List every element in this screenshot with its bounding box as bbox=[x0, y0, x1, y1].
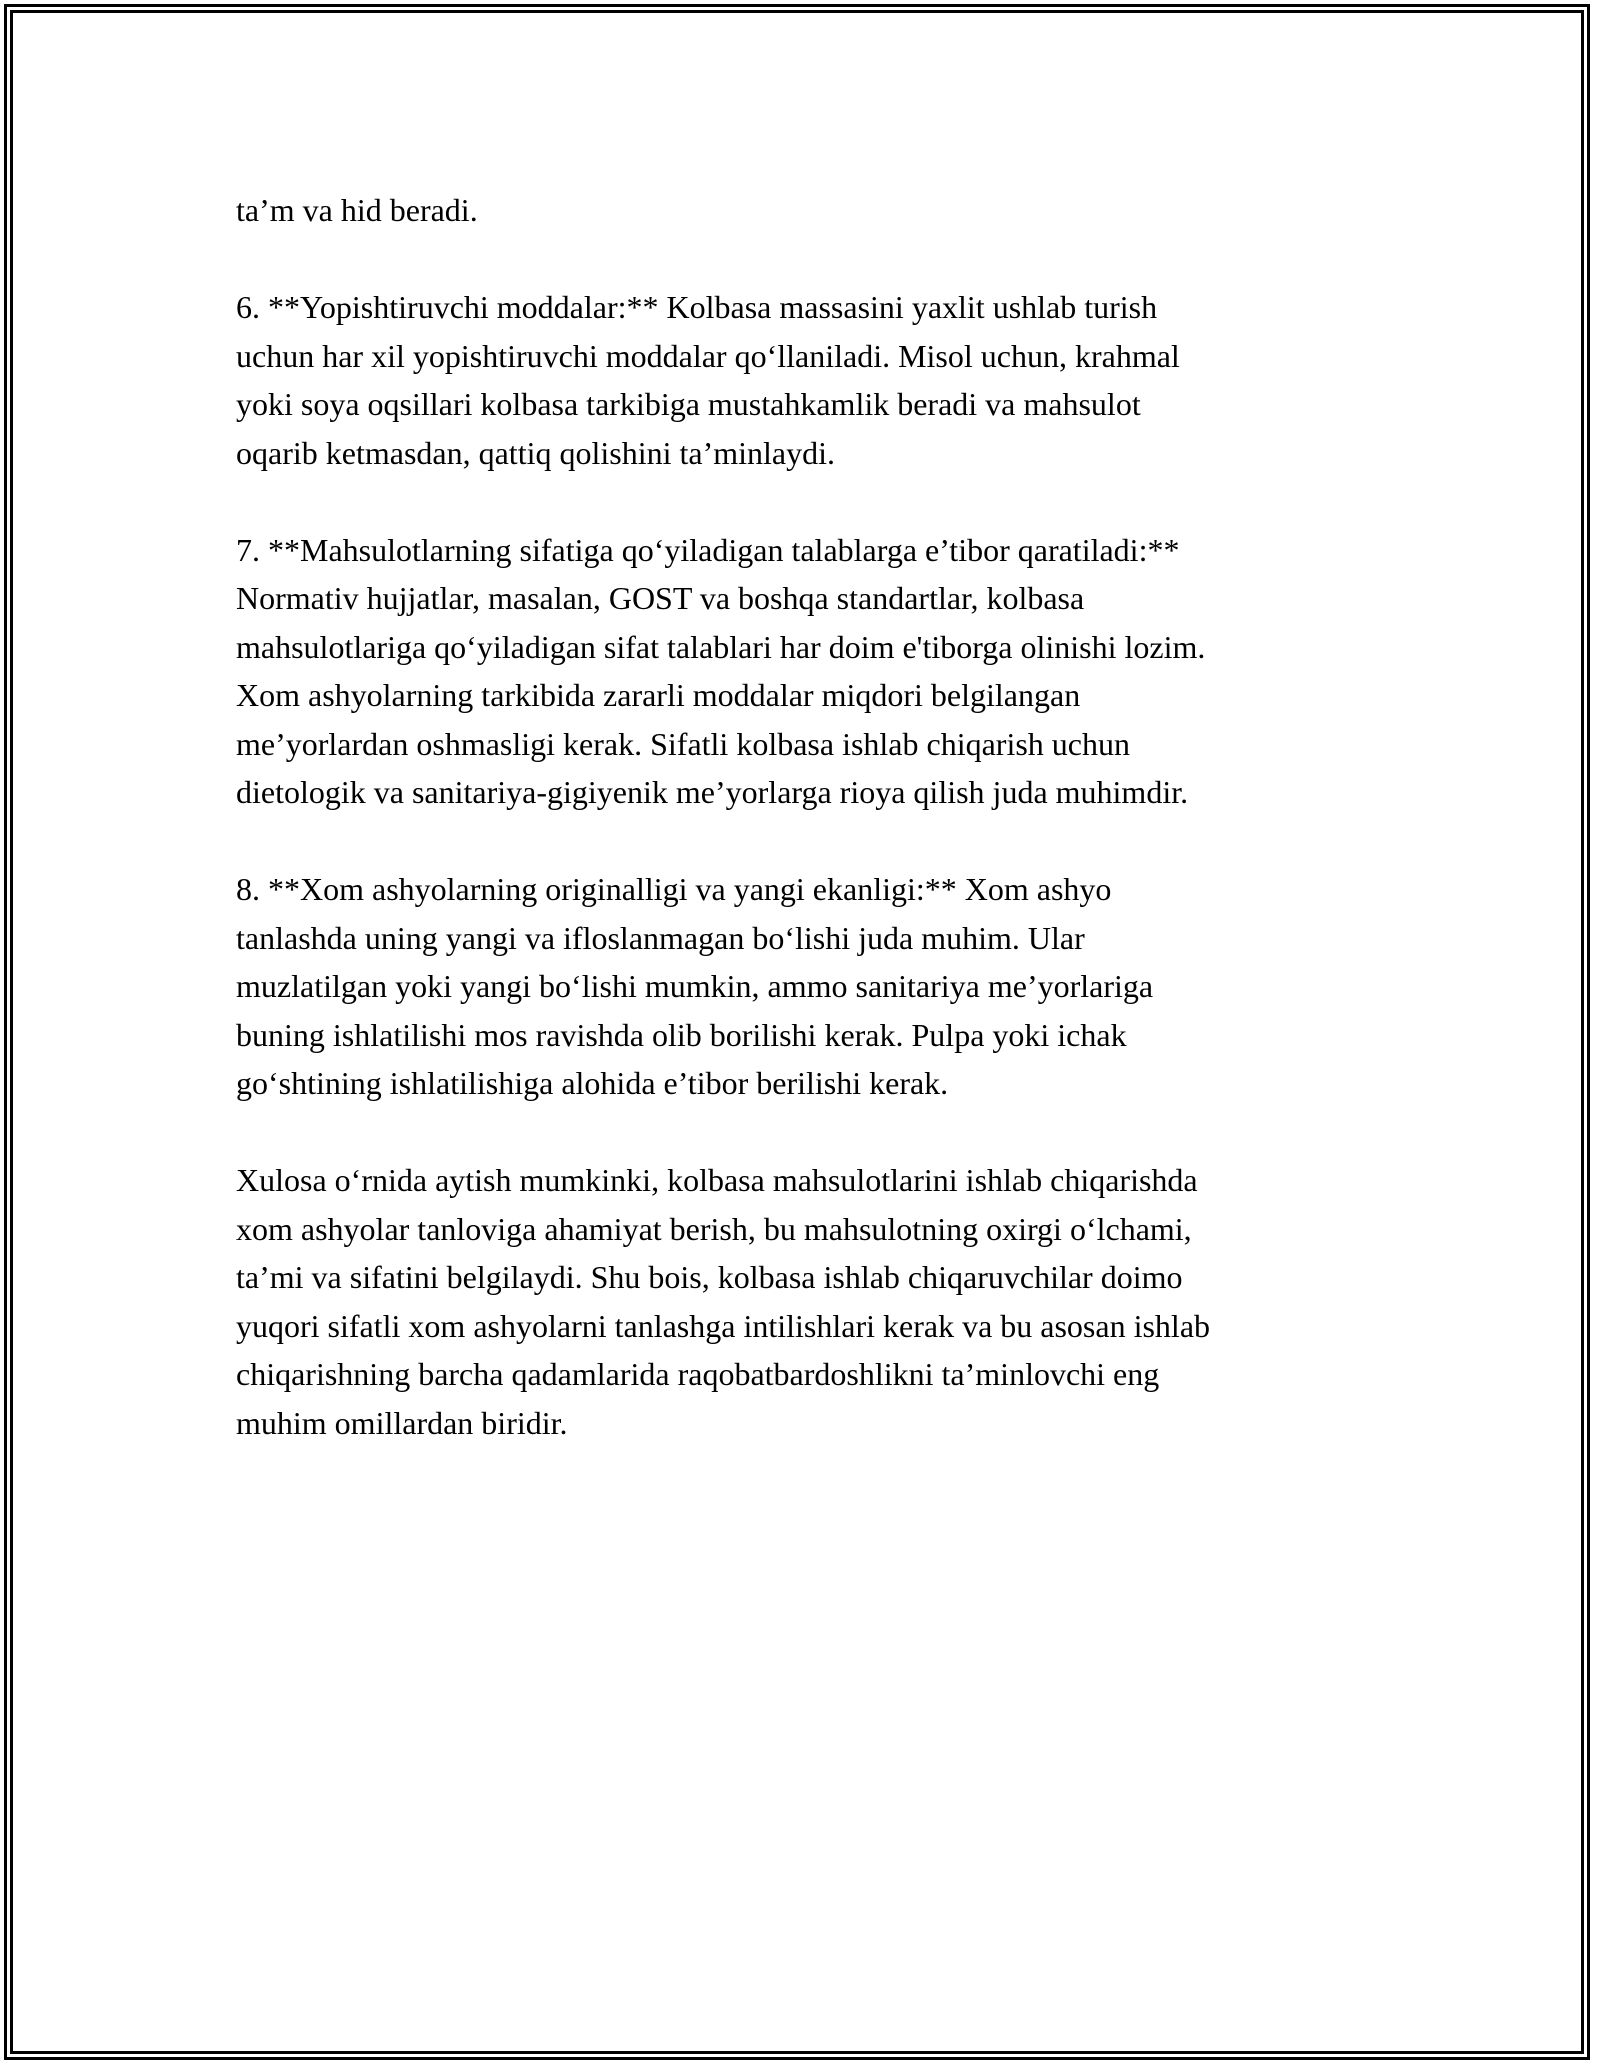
paragraph-continuation bbox=[236, 186, 1366, 235]
text-line: ta’mi va sifatini belgilaydi. Shu bois, kolbasa ishlab chiqaruvchilar doimo bbox=[236, 1259, 1183, 1295]
document-body bbox=[236, 186, 1366, 1496]
text-line: tanlashda uning yangi va ifloslanmagan bo‘lishi juda muhim. Ular bbox=[236, 919, 1085, 956]
text-line: chiqarishning barcha qadamlarida raqobatbardoshlikni ta’minlovchi eng bbox=[236, 1356, 1160, 1392]
text-line: mahsulotlariga qo‘yiladigan sifat talablari har doim e'tiborga olinishi lozim. bbox=[236, 628, 1206, 665]
text-line: dietologik va sanitariya-gigiyenik me’yorlarga rioya qilish juda muhimdir. bbox=[236, 774, 1189, 810]
text-line: yoki soya oqsillari kolbasa tarkibiga mustahkamlik beradi va mahsulot bbox=[236, 386, 1141, 422]
paragraph-item-7 bbox=[236, 526, 1366, 817]
text-line: 7. **Mahsulotlarning sifatiga qo‘yiladigan talablarga e’tibor qaratiladi:** bbox=[236, 531, 1180, 568]
text-line: go‘shtining ishlatilishiga alohida e’tibor berilishi kerak. bbox=[236, 1065, 949, 1101]
text-line: buning ishlatilishi mos ravishda olib borilishi kerak. Pulpa yoki ichak bbox=[236, 1016, 1127, 1053]
text-line: ta’m va hid beradi. bbox=[236, 192, 478, 228]
text-line: muhim omillardan biridir. bbox=[236, 1404, 568, 1441]
text-line: oqarib ketmasdan, qattiq qolishini ta’minlaydi. bbox=[236, 434, 835, 471]
text-line: Normativ hujjatlar, masalan, GOST va boshqa standartlar, kolbasa bbox=[236, 580, 1085, 616]
text-line: Xom ashyolarning tarkibida zararli moddalar miqdori belgilangan bbox=[236, 677, 1081, 713]
text-line: yuqori sifatli xom ashyolarni tanlashga intilishlari kerak va bu asosan ishlab bbox=[236, 1307, 1211, 1344]
text-line: 6. **Yopishtiruvchi moddalar:** Kolbasa massasini yaxlit ushlab turish bbox=[236, 289, 1158, 325]
paragraph-item-6 bbox=[236, 283, 1366, 477]
text-line: Xulosa o‘rnida aytish mumkinki, kolbasa mahsulotlarini ishlab chiqarishda bbox=[236, 1162, 1198, 1198]
text-line: xom ashyolar tanloviga ahamiyat berish, bu mahsulotning oxirgi o‘lchami, bbox=[236, 1210, 1192, 1247]
text-line: me’yorlardan oshmasligi kerak. Sifatli kolbasa ishlab chiqarish uchun bbox=[236, 725, 1130, 762]
text-line: 8. **Xom ashyolarning originalligi va yangi ekanligi:** Xom ashyo bbox=[236, 871, 1112, 907]
text-line: muzlatilgan yoki yangi bo‘lishi mumkin, ammo sanitariya me’yorlariga bbox=[236, 968, 1154, 1004]
text-line: uchun har xil yopishtiruvchi moddalar qo‘llaniladi. Misol uchun, krahmal bbox=[236, 337, 1180, 374]
paragraph-conclusion bbox=[236, 1156, 1366, 1447]
paragraph-item-8 bbox=[236, 865, 1366, 1108]
